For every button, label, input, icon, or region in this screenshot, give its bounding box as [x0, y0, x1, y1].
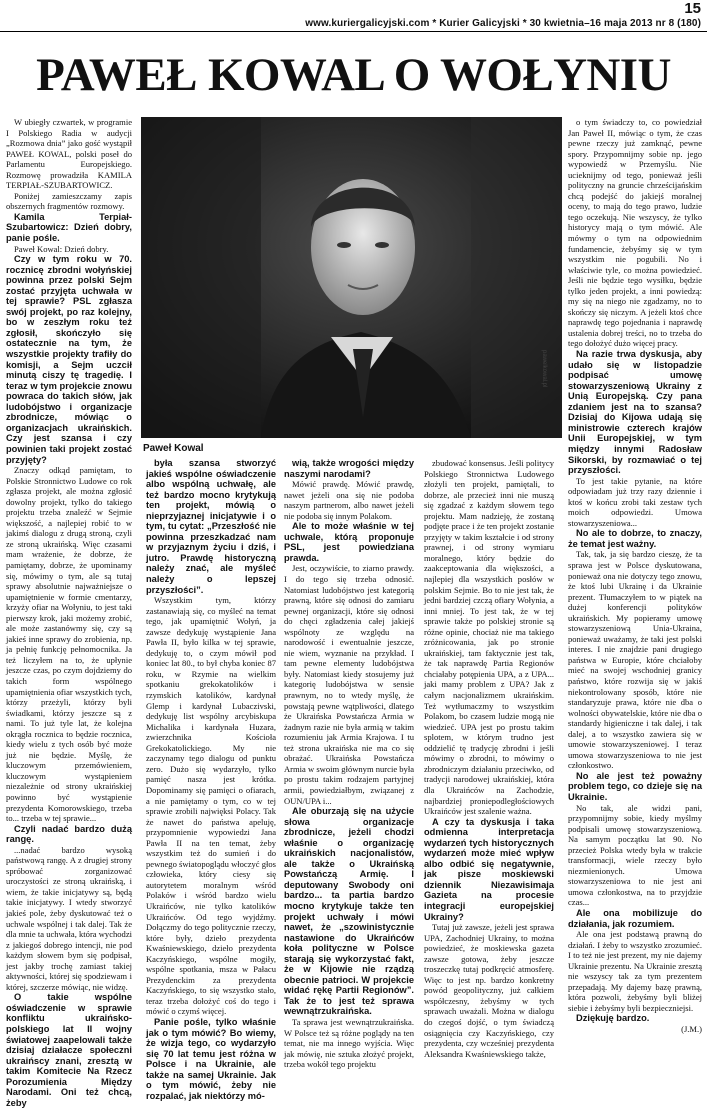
question-paragraph: Ale ona mobilizuje do działania, jak rozumiem.	[568, 908, 702, 929]
question-paragraph: A czy ta dyskusja i taka odmienna interpretacja wydarzeń tych historycznych wydarzeń może mieć wpływ albo odbić się negatywnie, jak pisze moskiewski dziennik Niezawisimaja Gazieta na procesie integracji europejskiej Ukrainy?	[424, 816, 554, 922]
answer-paragraph: To jest takie pytanie, na które odpowiadam już trzy razy dziennie i ktoś w końcu zrobi taki zestaw tych moich odpowiedzi. Umowa stowarzyszeniowa...	[568, 475, 702, 528]
article-column-4	[424, 458, 554, 1102]
question-paragraph: Kamila Terpiał-Szubartowicz: Dzień dobry, panie pośle.	[6, 211, 132, 244]
portrait-illustration	[141, 117, 562, 438]
answer-paragraph: W ubiegły czwartek, w programie I Polskiego Radia w audycji „Rozmowa dnia” jako gość wystąpił PAWEŁ KOWAL, polski poseł do Parlamentu Europejskiego. Rozmowę prowadziła KAMILA TERPIAŁ-SZUBARTOWICZ.	[6, 117, 132, 191]
answer-paragraph: No tak, ale widzi pani, przypomnijmy sobie, kiedy myślmy podpisali umowę stowarzyszeniową. Na samym początku lat 90. No przecież Polska wtedy była w trakcie transformacji, wiele rzeczy było niezmienionych. Umowa stowarzyszeniowa to nie jest ani umowa członkostwa, na to przyjdzie czas...	[568, 802, 702, 908]
answer-paragraph: Wszystkim tym, którzy zastanawiają się, co myśleć na temat tego, jak upamiętnić Wołyń, ja zawsze dedykuję wystąpienie Jana Pawła II, było kilka w tej sprawie, dedykuję to, o czym mówił pod koniec lat 80., to był chyba koniec 87 roku, w Rzymie na wielkim spotkaniu grekokatolików i rzymskich katolików, kardynał Glemp i kardynał Lubaczivski, dedykuję list wspólny arcybiskupa Michalika i kardynała Huzara, zwierzchnika Kościoła Grekokatolickiego. My nie zaczynamy tego dialogu od punktu zero. Dużo się wydarzyło, tylko pamięć nasza jest krótka. Dopominamy się pamięci o ofiarach, a nie pamiętamy o tym, co w tej sprawie zrobili najwięksi Polacy. Tak że nawet do państwa apeluję, przypomnienie wypowiedzi Jana Pawła II na ten temat, żeby wszystkim też do sumień i do pewnego światopoglądu włoczyć głos człowieka, który ciesy się autorytetem moralnym wśród Polaków i wśród bardzo wielu Ukraińców, nie tylko katolików Ukraińców. Od tego wyjdźmy. Dołączmy do tego politycznie rzeczy, które były, dzieło prezydenta Kwaśniewskiego, dzieło prezydenta Kaczyńskiego, wspólne mogiły, wspólne spotkania, msza w Pałacu Prezydenckim za prezydenta Kaczyńskiego, to się wszystko stało, teraz trzeba dołożyć coś do tego i mówić o czymś więcej.	[146, 595, 276, 1017]
answer-paragraph: ...nadać bardzo wysoką państwową rangę. A z drugiej strony spróbować zorganizować uroczystości ze stroną ukraińską, i wiem, że takie inicjatywy są, będą takie inicjatywy. I wtedy stworzyć jakieś pole, żeby dyskutować też o uchwale wspólnej i tak dalej. Tak że dla mnie ta uchwała, która wychodzi z jakiegoś dobrego intencji, nie pod każdym słowem bym się podpisał, jest jakby trochę zamiast takiej aktywności, której się spodziewam i której, szczerze mówiąc, nie widzę.	[6, 844, 132, 992]
photo-credit: pawelkowal.pl	[541, 350, 547, 388]
article-column-1	[6, 117, 132, 1108]
portrait-photo	[141, 117, 562, 438]
question-paragraph: Czy w tym roku w 70. rocznicę zbrodni wołyńskiej powinna przez polski Sejm zostać przyjęta uchwała w tej sprawie? PSL zgłasza swój projekt, po raz kolejny, bo w zeszłym roku też zgłosił, skończyło się ostatecznie na tym, że wszystkie projekty trafiły do komisji, a Sejm uczcił minutą ciszy tę tragedię. I teraz w tym projekcie znowu powraca do takich słów, jak ludobójstwo i organizacje zbrodnicze, mówiąc o organizacjach ukraińskich. Czy jest szansa i czy powinien taki projekt zostać przyjęty?	[6, 254, 132, 465]
answer-paragraph: Poniżej zamieszczamy zapis obszernych fragmentów rozmowy.	[6, 190, 132, 212]
answer-paragraph: Mówić prawdę. Mówić prawdę, nawet jeżeli ona się nie podoba naszym partnerom, albo nawet jeżeli nie podoba się innym Polakom.	[284, 479, 414, 521]
answer-paragraph: Tak, tak, ja się bardzo cieszę, że ta sprawa jest w Polsce dyskutowana, ponieważ ona nie dotyczy tego znowu, że ktoś lubi Ukrainę i da Ukrainie prezent. Tłumaczyłem to w piątek na dużej konferencji polityków ukraińskich. My popieramy umowę stowarzyszeniową Unia-Ukraina, ponieważ uważamy, że taki jest polski interes. I nie znajdzie pani drugiego państwa w Europie, które chciałoby mieć na swojej wschodniej granicy państwo, które rozwija się w jakiś niekontrolowany sposób, które nie standaryzuje prawa, które nie dba o wolności obywatelskie, które nie dba o standardy higieniczne i tak dalej, i tak dalej, a to wszystko zawiera się w umowie stowarzyszeniowej. I teraz umowa stowarzyszeniowa to nie jest członkostwo.	[568, 549, 702, 771]
question-paragraph: No ale to dobrze, to znaczy, że temat jest ważny.	[568, 528, 702, 549]
question-paragraph: wią, także wrogości między naszymi narodami?	[284, 458, 414, 479]
masthead: www.kuriergalicyjski.com * Kurier Galicyjski * 30 kwietnia–16 maja 2013 nr 8 (180)	[305, 18, 701, 29]
question-paragraph: O takie wspólne oświadczenie w sprawie konfliktu ukraińsko-polskiego lat II wojny światowej zaapelowali także dzisiaj działacze społeczni ukraińscy znani, zresztą w takim Komitecie Na Rzecz Porozumienia Między Narodami. Oni też chcą, żeby	[6, 992, 132, 1108]
answer-paragraph: Paweł Kowal: Dzień dobry.	[14, 243, 109, 254]
header-rule	[0, 31, 707, 32]
photo-caption: Paweł Kowal	[143, 443, 204, 454]
article-column-2	[146, 458, 276, 1102]
answer-paragraph: Tutaj już zawsze, jeżeli jest sprawa UPA, Zachodniej Ukrainy, to można powiedzieć, że moskiewska gazeta zawsze gotowa, żeby jeszcze troszeczkę tutaj podkręcić atmosferę. Więc to jest np. bardzo konkretny powód geopolityczny, już całkiem współczesny, żebyśmy w tych sprawach uważali. Można w dialogu do czegoś dojść, o tym świadczą osiągnięcia czy Kaczyńskiego, czy prezydenta, czy wcześniej prezydenta Aleksandra Kwaśniewskiego także,	[424, 922, 554, 1059]
question-paragraph: Ale oburzają się na użycie słowa organizacje zbrodnicze, jeżeli chodzi właśnie o organizację ukraińskich nacjonalistów, ale także o Ukraińską Powstańczą Armię. I deputowany Swobody oni bardzo... ta partia bardzo mocno krytykuje także ten projekt uchwały i mówi nawet, że „szowinistycznie nastawione do Ukraińców koła polityczne w Polsce starają się wykorzystać fakt, że w Kijowie nie rządzą obecnie patrioci. W projekcie widać rękę Partii Regionów”. Tak że to jest też sprawa wewnątrzukraińska.	[284, 806, 414, 1017]
answer-paragraph: Ta sprawa jest wewnątrzukraińska. W Polsce też są różne poglądy na ten temat, nie ma innego wyjścia. Więc jak mówię, nie sztuka złożyć projekt, trzeba wokół tego projektu	[284, 1016, 414, 1070]
question-paragraph: Ale to może właśnie w tej uchwale, którą proponuje PSL, jest powiedziana prawda.	[284, 521, 414, 563]
answer-paragraph: Jest, oczywiście, to ziarno prawdy. I do tego się trzeba odnosić. Natomiast ludobójstwo jest kategorią prawną, które się odnosi do zamiaru pewnej organizacji, które się odnosi do chęci zgładzenia całej jakiejś wspólnoty ze względu na narodowość i ewentualnie jeszcze, nie wiem, wyznanie na przykład. I tam pewne elementy ludobójstwa były. Natomiast kiedy stosujemy już kategorię ludobójstwa w sensie prawnym, no to wtedy myślę, że powstają pewne wątpliwości, dlatego że Ukraińska Powstańcza Armia w żadnym razie nie była armią w takim rozumieniu jak Armia Krajowa. I tu też strona ukraińska nie ma co się obrażać. Ukraińska Powstańcza Armia w swoim głównym nurcie była po prostu takim rodzajem partyjnej armii, powiedziałbym, związanej z OUN/UPA i...	[284, 563, 414, 806]
question-paragraph: Panie pośle, tylko właśnie jak o tym mówić? Bo wiemy, że wizja tego, co wydarzyło się 70 lat temu jest różna w Polsce i na Ukrainie, ale także na samej Ukrainie. Jak o tym mówić, żeby nie rozpalać, jak niektórzy mó-	[146, 1016, 276, 1101]
question-paragraph: Czyli nadać bardzo dużą rangę.	[6, 823, 132, 845]
page-number: 15	[684, 0, 701, 17]
answer-paragraph: zbudować konsensus. Jeśli politycy Polskiego Stronnictwa Ludowego złożyli ten projekt, pamiętali, to dobrze, ale przecież inni nie muszą się zgadzać z każdym słowem tego projektu. Mam nadzieję, że zostaną podjęte prace i że ten projekt zostanie przyjęty w takim kształcie i od strony prawnej, i od strony wymiaru moralnego, który będzie do zaakceptowania dla większości, a najlepiej dla wszystkich posłów w polskim Sejmie. Bo to nie jest tak, że jedni bardziej czczą ofiary Wołynia, a inni mniej. To jest tak, że w tej sprawie także po polskiej stronie są różne opinie, chociaż nie ma takiego zróżnicowania, jak po stronie ukraińskiej, tam faktycznie jest tak, że tak naprawdę Partia Regionów chciałaby potępienia UPA, a z UPA... jaki mamy problem z UPA? Jak z całym nacjonalizmem ukraińskim. Też wytłumaczmy to wszystkim Polakom, bo czasem ludzie mogą nie wiedzieć. UPA jest po prostu takim splotem, w którym trudno jest oddzielić tę tradycję zbrodni i jeśli mówimy o zbrodni, to mówimy o zbrodniczym działaniu przeciwko, od tradycji narodowej ukraińskiej, która dla Ukraińców na Zachodzie, najbardziej proniepodległościowych Ukraińców jest szalenie ważna.	[424, 458, 554, 817]
answer-paragraph: Ale ona jest podstawą prawną do działań. I żeby to wszystko zrozumieć. I to też nie jest prezent, my nie dajemy Ukrainie prezentu. Na Ukrainie zresztą nie wszyscy tak za tym prezentem przepadają. My dajemy bazę prawną, która pozwoli, żebyśmy byli bliżej siebie i żebyśmy byli bezpieczniejsi.	[568, 929, 702, 1013]
question-paragraph: Dziękuję bardzo.	[576, 1013, 650, 1024]
answer-paragraph: o tym świadczy to, co powiedział Jan Paweł II, mówiąc o tym, że czas pewne rzeczy już zamknąć, pewne spory. Przypomnijmy sobie np. jego wypowiedź w Przemyślu. Nie ucieknijmy od tego, ponieważ jeśli polityczny na gruncie chrześcijańskim chcą podejść do jakiejś moralnej oceny, to mają do tego prawo, ludzie tego oczekują. Nie wszyscy, że tylko historycy mają o tym mówić. Ale mówmy o tym na odpowiednim fundamencie, żebyśmy się w tym wszystkim nie pogubili. No i właściwie tyle, co można powiedzieć. Jeśli nie będzie tego wysiłku, będzie tylko jeden projekt, a inni powiedzą: my się na niego nie zgadzamy, no to skończy się niczym. A jeżeli ktoś chce naprawdę tego pojednania i naprawdę ustalenia dobrej treści, no to trzeba do tego dołożyć dużo więcej pracy.	[568, 117, 702, 349]
article-column-3	[284, 458, 414, 1102]
author-signature: (J.M.)	[681, 1024, 702, 1035]
question-paragraph: była szansa stworzyć jakieś wspólne oświadczenie albo wspólną uchwałę, ale też bardzo mocno krytykują ten projekt, mówią o nieprzyjaznej inicjatywie i o tym, tu cytat: „Przeszłość nie powinna przeszkadzać nam w przyjaznym życiu i dziś, i jutro. Prawdę historyczną należy znać, ale myśleć należy o lepszej przyszłości”.	[146, 458, 276, 595]
question-paragraph: No ale jest też poważny problem tego, co dzieje się na Ukrainie.	[568, 770, 702, 802]
article-column-5	[568, 117, 702, 1102]
headline: PAWEŁ KOWAL O WOŁYNIU	[36, 49, 671, 101]
question-paragraph: Na razie trwa dyskusja, aby udało się w listopadzie podpisać umowę stowarzyszeniową Ukrainy z Unią Europejską. Czy pana zdaniem jest na to szansa? Dzisiaj do Kijowa udają się ministrowie czterech krajów Unii Europejskiej, w tym między innymi Radosław Sikorski, by rozmawiać o tej przyszłości.	[568, 349, 702, 476]
answer-paragraph: Znaczy odkąd pamiętam, to Polskie Stronnictwo Ludowe co rok zgłasza projekt, ale można zgłosić dowolny projekt, tylko do takiego projektu trzeba znaleźć w Sejmie większość, a najlepiej robić to w jakimś dialogu z drugą stroną, czyli ze stroną ukraińską. Więc czasami mam wrażenie, że dobrze, że pamiętamy, dobrze, że upominamy się, mówimy o tym, ale są tutaj sprawy absolutnie najważniejsze o upamiętnienie w formie cmentarzy, krzyży ofiar na Wołyniu, to jest taki pierwszy krok, jaki możemy zrobić, ale może zastanówmy się, czy są jakieś inne sprawy do zrobienia, np. ja pełnię funkcję pełnomocnika. Ja też liczyłem na to, że upłynie jeszcze czas, po czym dojdziemy do takich form wspólnego upamiętnienia ofiar wszystkich tych, którzy przeżyli, którzy byli świadkami, którzy jeszcze są z nami. To już tyle lat, że kolejna okrągła rocznica to będzie rocznica, kiedy wielu z tych osób być może już nie będzie. Myślę, że kluczowym przemówieniem, kluczowym wystąpieniem niezależnie od strony ukraińskiej powinno być wystąpienie prezydenta Komorowskiego, trzeba to... trzeba w tej sprawie...	[6, 465, 132, 824]
